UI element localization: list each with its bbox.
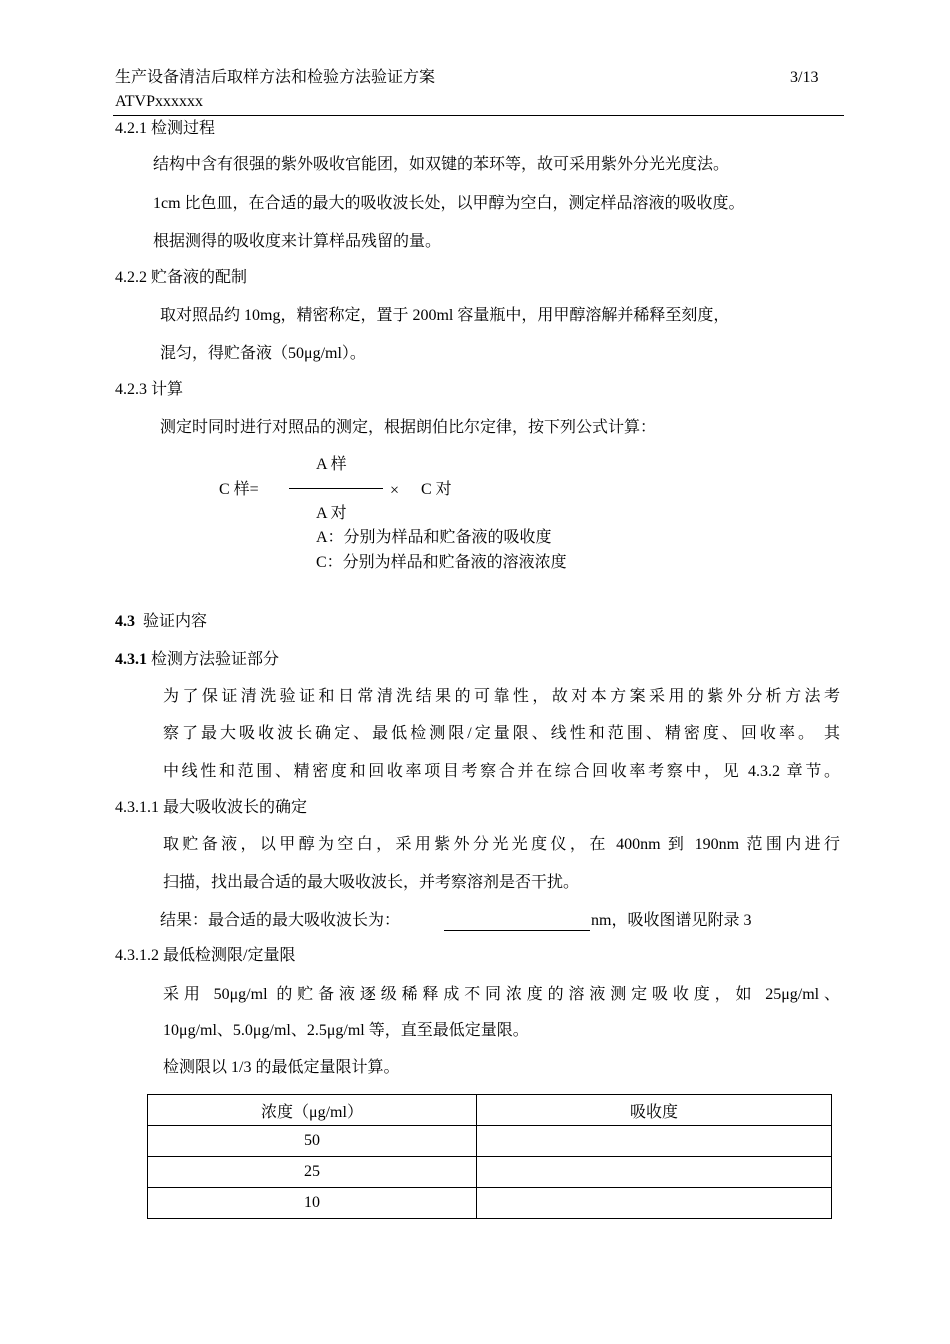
para-4-2-2-line1: 取对照品约 10mg，精密称定，置于 200ml 容量瓶中，用甲醇溶解并稀释至刻度， — [160, 307, 730, 324]
header-title: 生产设备清洁后取样方法和检验方法验证方案 — [115, 69, 436, 86]
table-cell-concentration: 25 — [148, 1157, 477, 1188]
para-4-3-1-line1: 为了保证清洗验证和日常清洗结果的可靠性，故对本方案采用的紫外分析方法考 — [163, 688, 840, 705]
para-4-3-1-1-line1: 取贮备液，以甲醇为空白，采用紫外分光光度仪，在 400nm 到 190nm 范围内进行 — [163, 836, 840, 853]
para-4-2-1-line1: 结构中含有很强的紫外吸收官能团，如双键的苯环等，故可采用紫外分光光度法。 — [153, 156, 730, 173]
table-header-row — [148, 1095, 832, 1126]
heading-4-3-number: 4.3 — [115, 613, 135, 630]
para-4-3-1-line2: 察了最大吸收波长确定、最低检测限/定量限、线性和范围、精密度、回收率。 其 — [163, 725, 840, 742]
formula-note-c: C：分别为样品和贮备液的溶液浓度 — [316, 554, 567, 571]
formula-rhs: C 对 — [421, 481, 452, 498]
table-row — [148, 1188, 832, 1219]
formula-times: × — [390, 482, 400, 499]
result-label: 结果：最合适的最大吸收波长为： — [160, 912, 401, 929]
heading-4-3-1-number: 4.3.1 — [115, 651, 147, 668]
formula-numerator: A 样 — [316, 456, 347, 473]
heading-4-3-1-1: 4.3.1.1 最大吸收波长的确定 — [115, 799, 308, 816]
heading-4-3-1 — [115, 650, 279, 670]
table-header-concentration: 浓度（μg/ml） — [148, 1095, 477, 1126]
para-4-2-1-line3: 根据测得的吸收度来计算样品残留的量。 — [153, 233, 442, 250]
table-cell-absorbance — [477, 1188, 832, 1219]
table-header-absorbance: 吸收度 — [477, 1095, 832, 1126]
table-row — [148, 1157, 832, 1188]
para-4-2-1-line2: 1cm 比色皿，在合适的最大的吸收波长处，以甲醇为空白，测定样品溶液的吸收度。 — [153, 195, 745, 212]
formula-note-a: A：分别为样品和贮备液的吸收度 — [316, 529, 552, 546]
formula-fraction-bar — [289, 488, 383, 489]
para-4-3-1-1-line2: 扫描，找出最合适的最大吸收波长，并考察溶剂是否干扰。 — [163, 874, 580, 891]
heading-4-3 — [115, 612, 207, 632]
header-page-number: 3/13 — [790, 69, 819, 86]
para-4-2-2-line2: 混匀，得贮备液（50μg/ml）。 — [160, 345, 366, 362]
heading-4-3-1-title: 检测方法验证部分 — [151, 651, 280, 668]
heading-4-3-title: 验证内容 — [143, 613, 208, 630]
para-4-2-3-line1: 测定时同时进行对照品的测定，根据朗伯比尔定律，按下列公式计算： — [160, 419, 657, 436]
para-4-3-1-2-line1: 采用 50μg/ml 的贮备液逐级稀释成不同浓度的溶液测定吸收度，如 25μg/ml、 — [163, 986, 840, 1003]
para-4-3-1-line3: 中线性和范围、精密度和回收率项目考察合并在综合回收率考察中，见 4.3.2 章节。 — [163, 763, 840, 780]
table-cell-absorbance — [477, 1126, 832, 1157]
header-rule — [113, 115, 844, 116]
wavelength-blank-line — [444, 930, 590, 931]
lod-table — [147, 1094, 832, 1219]
table-row — [148, 1126, 832, 1157]
table-cell-concentration: 10 — [148, 1188, 477, 1219]
para-4-3-1-2-line3: 检测限以 1/3 的最低定量限计算。 — [163, 1059, 400, 1076]
heading-4-2-2: 4.2.2 贮备液的配制 — [115, 269, 248, 286]
heading-4-2-3: 4.2.3 计算 — [115, 381, 184, 398]
para-4-3-1-2-line2: 10μg/ml、5.0μg/ml、2.5μg/ml 等，直至最低定量限。 — [163, 1022, 529, 1039]
table-cell-absorbance — [477, 1157, 832, 1188]
formula-lhs: C 样= — [219, 481, 259, 498]
result-suffix: nm，吸收图谱见附录 3 — [591, 912, 752, 929]
heading-4-3-1-2: 4.3.1.2 最低检测限/定量限 — [115, 947, 296, 964]
formula-denominator: A 对 — [316, 505, 347, 522]
header-doc-code: ATVPxxxxxx — [115, 93, 204, 110]
heading-4-2-1: 4.2.1 检测过程 — [115, 120, 216, 137]
table-cell-concentration: 50 — [148, 1126, 477, 1157]
